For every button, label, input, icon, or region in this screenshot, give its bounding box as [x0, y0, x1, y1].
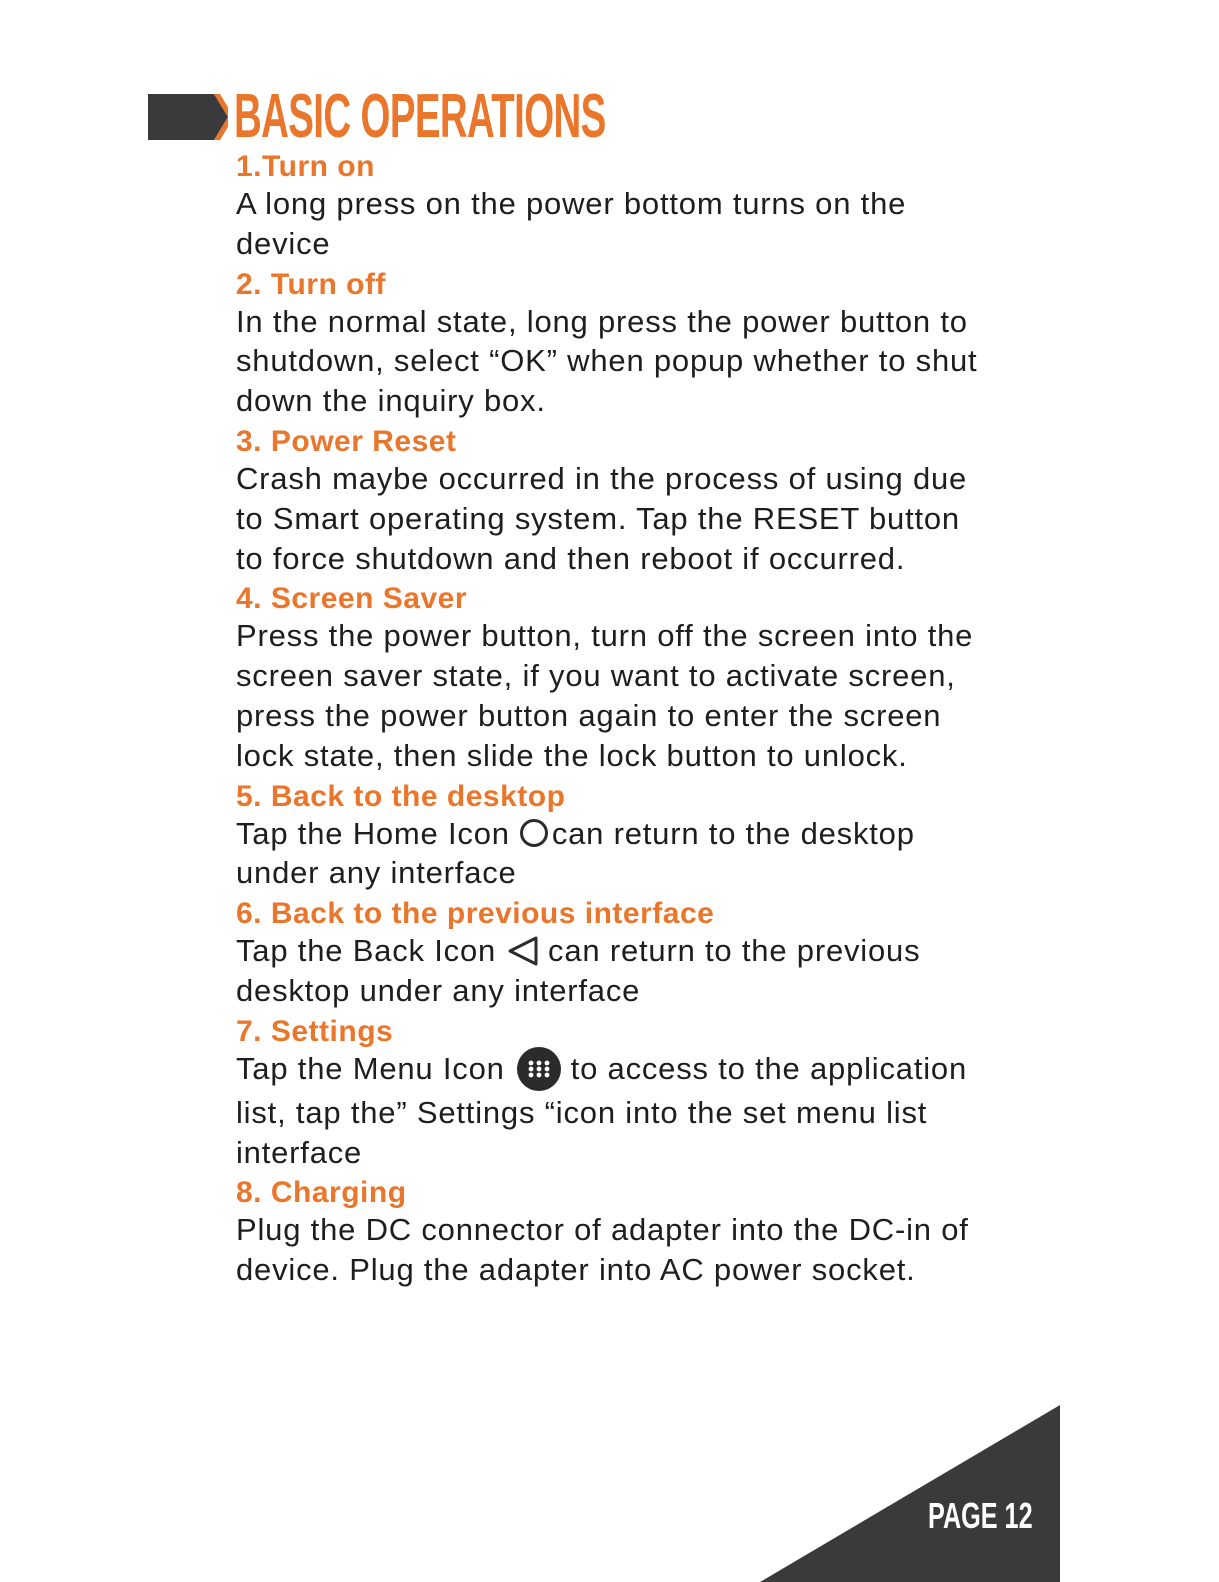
section-heading: 7. Settings [236, 1014, 394, 1048]
home-circle-icon [520, 819, 548, 847]
section-body: A long press on the power bottom turns on the device [236, 186, 907, 261]
section-body: Press the power button, turn off the screen into the screen saver state, if you want to activate screen, press the power button again to enter the screen lock state, then slide the lock button to unlock. [236, 618, 974, 773]
section-heading: 6. Back to the previous interface [236, 897, 715, 931]
section-settings [236, 1015, 996, 1173]
section-back-to-desktop [236, 780, 996, 894]
section-back-to-previous [236, 897, 996, 1011]
body-text-before: Tap the Home Icon [236, 815, 510, 851]
section-charging [236, 1176, 996, 1290]
body-text-before: Tap the Menu Icon [236, 1050, 505, 1086]
section-body [236, 931, 996, 1011]
content [236, 150, 996, 1294]
body-text-after: to access to the application list, tap the” Settings “icon into the set menu list interface [236, 1050, 968, 1170]
body-text-after: can return to the previous desktop under any interface [236, 933, 921, 1008]
section-heading: 1.Turn on [236, 150, 375, 183]
section-body: Crash maybe occurred in the process of using due to Smart operating system. Tap the RESET button to force shutdown and then reboot if occurred. [236, 460, 968, 576]
section-heading: 3. Power Reset [236, 424, 457, 458]
section-body: Plug the DC connector of adapter into the DC-in of device. Plug the adapter into AC power socket. [236, 1212, 969, 1288]
section-turn-off [236, 268, 996, 421]
section-body: In the normal state, long press the power button to shutdown, select “OK” when popup whether to shut down the inquiry box. [236, 303, 978, 419]
section-heading: 2. Turn off [236, 267, 386, 301]
app-menu-icon [517, 1047, 561, 1091]
section-body [236, 814, 996, 894]
header-arrow-bar [148, 94, 228, 140]
body-text-after: can return to the desktop under any interface [236, 815, 915, 891]
section-turn-on [236, 150, 996, 264]
section-heading: 5. Back to the desktop [236, 779, 566, 813]
section-power-reset [236, 425, 996, 578]
section-heading: 8. Charging [236, 1176, 407, 1210]
body-text-before: Tap the Back Icon [236, 933, 497, 969]
section-body [236, 1049, 996, 1173]
page-title: BASIC OPERATIONS [234, 82, 606, 151]
section-heading: 4. Screen Saver [236, 582, 467, 616]
back-triangle-icon [506, 935, 540, 967]
section-screen-saver [236, 582, 996, 775]
page-number: PAGE 12 [928, 1495, 1033, 1536]
